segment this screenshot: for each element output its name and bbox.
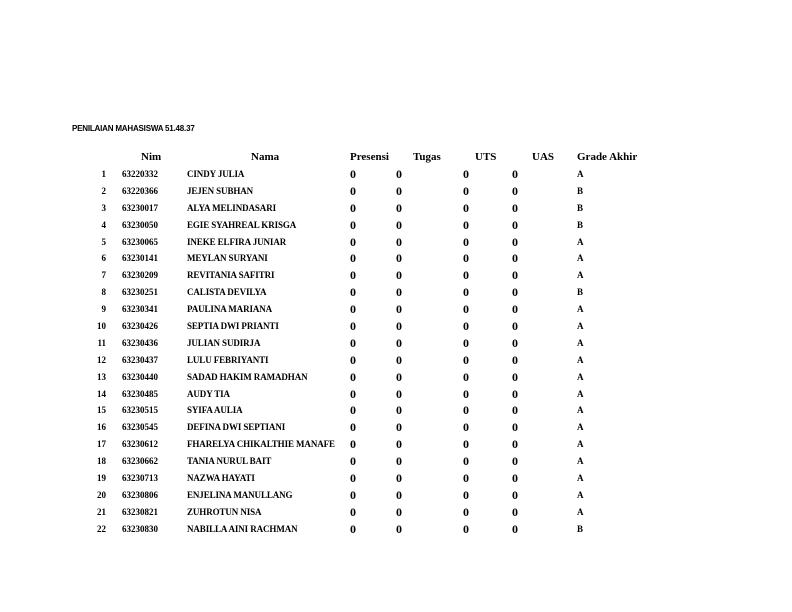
cell-nim: 63230485 — [122, 388, 158, 399]
cell-nama: SADAD HAKIM RAMADHAN — [187, 371, 308, 382]
cell-uas: 0 — [512, 420, 518, 435]
row-number: 15 — [97, 405, 106, 416]
row-number: 9 — [101, 304, 106, 315]
cell-grade: A — [577, 439, 584, 450]
cell-uas: 0 — [512, 454, 518, 469]
cell-grade: A — [577, 337, 584, 348]
table-row — [0, 286, 792, 303]
cell-tugas: 0 — [396, 319, 402, 334]
cell-nama: SYIFA AULIA — [187, 405, 243, 416]
cell-presensi: 0 — [350, 504, 356, 519]
cell-uas: 0 — [512, 200, 518, 215]
cell-grade: A — [577, 422, 584, 433]
row-number: 21 — [97, 506, 106, 517]
cell-presensi: 0 — [350, 167, 356, 181]
cell-presensi: 0 — [350, 487, 356, 502]
cell-nim: 63230830 — [122, 523, 158, 534]
cell-uas: 0 — [512, 437, 518, 452]
cell-tugas: 0 — [396, 454, 402, 469]
cell-grade: A — [577, 236, 584, 247]
cell-presensi: 0 — [350, 234, 356, 249]
row-number: 4 — [101, 219, 106, 230]
cell-nama: CALISTA DEVILYA — [187, 287, 267, 298]
cell-uts: 0 — [463, 200, 469, 215]
cell-grade: A — [577, 270, 584, 281]
cell-grade: A — [577, 371, 584, 382]
table-row — [0, 202, 792, 219]
table-row — [0, 236, 792, 253]
cell-presensi: 0 — [350, 403, 356, 418]
cell-uts: 0 — [463, 167, 469, 181]
cell-uts: 0 — [463, 454, 469, 469]
table-row — [0, 337, 792, 354]
cell-nim: 63230209 — [122, 270, 158, 281]
cell-presensi: 0 — [350, 319, 356, 334]
cell-nim: 63230821 — [122, 506, 158, 517]
cell-uts: 0 — [463, 386, 469, 401]
cell-nim: 63230426 — [122, 321, 158, 332]
header-uts: UTS — [475, 151, 497, 163]
cell-uts: 0 — [463, 268, 469, 283]
cell-tugas: 0 — [396, 437, 402, 452]
cell-uts: 0 — [463, 369, 469, 384]
cell-uas: 0 — [512, 352, 518, 367]
cell-presensi: 0 — [350, 217, 356, 232]
table-row — [0, 404, 792, 421]
cell-presensi: 0 — [350, 302, 356, 317]
table-row — [0, 168, 792, 185]
cell-nama: AUDY TIA — [187, 388, 230, 399]
table-body — [0, 168, 792, 540]
cell-nama: ALYA MELINDASARI — [187, 202, 277, 213]
cell-nim: 63230440 — [122, 371, 158, 382]
cell-nim: 63230612 — [122, 439, 158, 450]
cell-nim: 63230017 — [122, 202, 158, 213]
cell-uts: 0 — [463, 234, 469, 249]
cell-tugas: 0 — [396, 521, 402, 536]
cell-uts: 0 — [463, 285, 469, 300]
row-number: 5 — [101, 236, 106, 247]
document-title: PENILAIAN MAHASISWA 51.48.37 — [72, 124, 195, 133]
row-number: 19 — [97, 473, 106, 484]
cell-grade: A — [577, 321, 584, 332]
cell-tugas: 0 — [396, 183, 402, 198]
cell-grade: A — [577, 354, 584, 365]
cell-nama: NAZWA HAYATI — [187, 473, 255, 484]
header-presensi: Presensi — [350, 151, 389, 163]
cell-presensi: 0 — [350, 352, 356, 367]
cell-uas: 0 — [512, 268, 518, 283]
cell-presensi: 0 — [350, 335, 356, 350]
cell-tugas: 0 — [396, 487, 402, 502]
cell-presensi: 0 — [350, 521, 356, 536]
cell-grade: A — [577, 169, 584, 179]
cell-grade: A — [577, 473, 584, 484]
table-row — [0, 421, 792, 438]
cell-grade: B — [577, 185, 584, 196]
cell-nama: FHARELYA CHIKALTHIE MANAFE — [187, 439, 335, 450]
cell-presensi: 0 — [350, 268, 356, 283]
row-number: 18 — [97, 456, 106, 467]
cell-uts: 0 — [463, 319, 469, 334]
header-nim: Nim — [141, 151, 162, 163]
cell-nim: 63230341 — [122, 304, 158, 315]
cell-uas: 0 — [512, 167, 518, 181]
row-number: 11 — [97, 337, 106, 348]
cell-nama: CINDY JULIA — [187, 169, 245, 179]
cell-uts: 0 — [463, 487, 469, 502]
cell-grade: B — [577, 523, 584, 534]
cell-uas: 0 — [512, 403, 518, 418]
cell-tugas: 0 — [396, 335, 402, 350]
cell-uts: 0 — [463, 521, 469, 536]
cell-uas: 0 — [512, 217, 518, 232]
header-nama: Nama — [251, 151, 280, 163]
table-row — [0, 185, 792, 202]
row-number: 8 — [101, 287, 106, 298]
table-header-row — [0, 151, 792, 165]
table-row — [0, 371, 792, 388]
cell-uas: 0 — [512, 335, 518, 350]
cell-nim: 63230065 — [122, 236, 158, 247]
cell-presensi: 0 — [350, 454, 356, 469]
cell-nim: 63230050 — [122, 219, 158, 230]
cell-grade: A — [577, 489, 584, 500]
cell-uts: 0 — [463, 302, 469, 317]
table-row — [0, 269, 792, 286]
cell-tugas: 0 — [396, 352, 402, 367]
cell-uts: 0 — [463, 352, 469, 367]
cell-nama: LULU FEBRIYANTI — [187, 354, 269, 365]
cell-nama: MEYLAN SURYANI — [187, 253, 268, 264]
row-number: 16 — [97, 422, 106, 433]
cell-presensi: 0 — [350, 369, 356, 384]
cell-nim: 63230713 — [122, 473, 158, 484]
cell-nama: PAULINA MARIANA — [187, 304, 273, 315]
cell-tugas: 0 — [396, 504, 402, 519]
table-row — [0, 388, 792, 405]
cell-nim: 63230545 — [122, 422, 158, 433]
cell-tugas: 0 — [396, 302, 402, 317]
cell-uts: 0 — [463, 437, 469, 452]
cell-nim: 63220332 — [122, 169, 158, 179]
cell-presensi: 0 — [350, 437, 356, 452]
cell-presensi: 0 — [350, 183, 356, 198]
cell-tugas: 0 — [396, 285, 402, 300]
table-row — [0, 320, 792, 337]
table-row — [0, 455, 792, 472]
cell-nama: EGIE SYAHREAL KRISGA — [187, 219, 297, 230]
cell-nama: JEJEN SUBHAN — [187, 185, 254, 196]
cell-grade: A — [577, 388, 584, 399]
cell-presensi: 0 — [350, 420, 356, 435]
cell-nim: 63230141 — [122, 253, 158, 264]
cell-tugas: 0 — [396, 403, 402, 418]
cell-presensi: 0 — [350, 200, 356, 215]
row-number: 2 — [101, 185, 106, 196]
cell-uas: 0 — [512, 521, 518, 536]
row-number: 17 — [97, 439, 106, 450]
cell-grade: B — [577, 202, 584, 213]
table-row — [0, 438, 792, 455]
cell-nama: ZUHROTUN NISA — [187, 506, 262, 517]
cell-uas: 0 — [512, 251, 518, 266]
cell-uas: 0 — [512, 504, 518, 519]
row-number: 20 — [97, 489, 106, 500]
row-number: 14 — [97, 388, 106, 399]
cell-presensi: 0 — [350, 386, 356, 401]
cell-nama: JULIAN SUDIRJA — [187, 337, 261, 348]
row-number: 1 — [101, 169, 106, 179]
cell-uts: 0 — [463, 183, 469, 198]
cell-nama: NABILLA AINI RACHMAN — [187, 523, 298, 534]
cell-nim: 63220366 — [122, 185, 158, 196]
cell-nama: REVITANIA SAFITRI — [187, 270, 275, 281]
cell-tugas: 0 — [396, 234, 402, 249]
cell-uas: 0 — [512, 471, 518, 486]
cell-nim: 63230436 — [122, 337, 158, 348]
cell-grade: A — [577, 506, 584, 517]
cell-nama: DEFINA DWI SEPTIANI — [187, 422, 286, 433]
cell-grade: A — [577, 304, 584, 315]
table-row — [0, 472, 792, 489]
cell-nama: ENJELINA MANULLANG — [187, 489, 293, 500]
row-number: 12 — [97, 354, 106, 365]
cell-uas: 0 — [512, 183, 518, 198]
table-row — [0, 354, 792, 371]
cell-tugas: 0 — [396, 200, 402, 215]
cell-uas: 0 — [512, 234, 518, 249]
cell-nama: SEPTIA DWI PRIANTI — [187, 321, 279, 332]
cell-uas: 0 — [512, 386, 518, 401]
row-number: 3 — [101, 202, 106, 213]
cell-tugas: 0 — [396, 471, 402, 486]
row-number: 10 — [97, 321, 106, 332]
cell-tugas: 0 — [396, 251, 402, 266]
cell-uas: 0 — [512, 319, 518, 334]
cell-tugas: 0 — [396, 217, 402, 232]
cell-tugas: 0 — [396, 420, 402, 435]
cell-grade: B — [577, 287, 584, 298]
table-row — [0, 303, 792, 320]
table-row — [0, 219, 792, 236]
cell-presensi: 0 — [350, 285, 356, 300]
table-row — [0, 252, 792, 269]
cell-grade: B — [577, 219, 584, 230]
cell-tugas: 0 — [396, 268, 402, 283]
row-number: 13 — [97, 371, 106, 382]
header-grade: Grade Akhir — [577, 151, 638, 163]
table-row — [0, 523, 792, 540]
cell-grade: A — [577, 405, 584, 416]
row-number: 6 — [101, 253, 106, 264]
row-number: 22 — [97, 523, 106, 534]
cell-uas: 0 — [512, 302, 518, 317]
cell-presensi: 0 — [350, 471, 356, 486]
cell-nim: 63230515 — [122, 405, 158, 416]
cell-nama: TANIA NURUL BAIT — [187, 456, 272, 467]
cell-tugas: 0 — [396, 386, 402, 401]
cell-uts: 0 — [463, 251, 469, 266]
header-tugas: Tugas — [413, 151, 441, 163]
cell-nim: 63230251 — [122, 287, 158, 298]
cell-uas: 0 — [512, 487, 518, 502]
cell-nim: 63230662 — [122, 456, 158, 467]
cell-uts: 0 — [463, 217, 469, 232]
cell-nim: 63230806 — [122, 489, 158, 500]
cell-nama: INEKE ELFIRA JUNIAR — [187, 236, 287, 247]
cell-uas: 0 — [512, 369, 518, 384]
cell-uts: 0 — [463, 335, 469, 350]
cell-uts: 0 — [463, 504, 469, 519]
table-row — [0, 506, 792, 523]
cell-uts: 0 — [463, 403, 469, 418]
cell-tugas: 0 — [396, 369, 402, 384]
cell-grade: A — [577, 253, 584, 264]
cell-uts: 0 — [463, 420, 469, 435]
cell-uas: 0 — [512, 285, 518, 300]
cell-nim: 63230437 — [122, 354, 158, 365]
header-uas: UAS — [532, 151, 555, 163]
cell-uts: 0 — [463, 471, 469, 486]
table-row — [0, 489, 792, 506]
cell-grade: A — [577, 456, 584, 467]
row-number: 7 — [101, 270, 106, 281]
cell-presensi: 0 — [350, 251, 356, 266]
cell-tugas: 0 — [396, 167, 402, 181]
